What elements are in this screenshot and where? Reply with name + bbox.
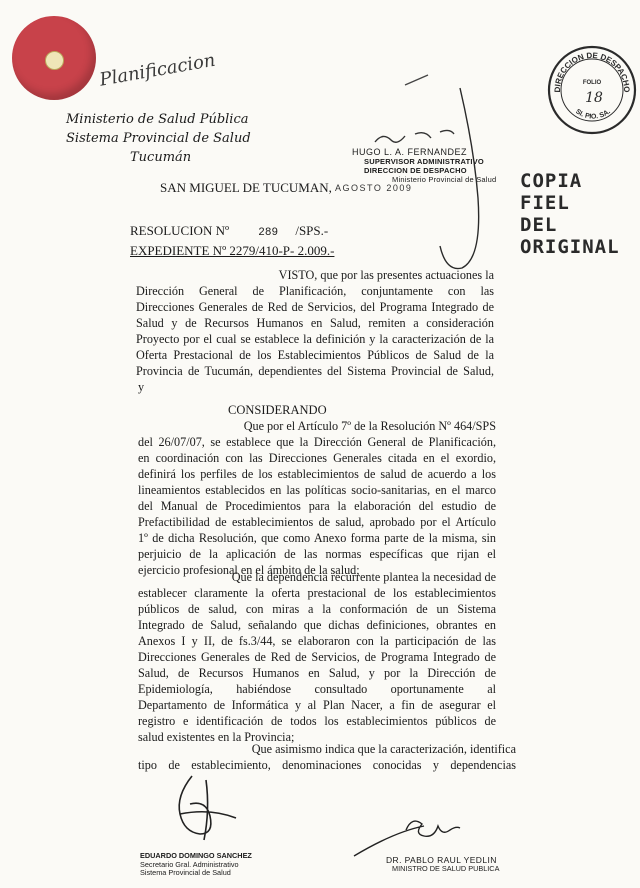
- punch-hole: [45, 51, 64, 70]
- folio-label: FOLIO: [582, 80, 602, 86]
- left-signature: [140, 770, 250, 850]
- considerando-line: registro e identificación de todos los establecimientos públicos de: [138, 714, 496, 728]
- resolution-line: [130, 222, 334, 242]
- stamp-bottom-text: SI. PIO. SA.: [574, 108, 612, 121]
- stamp-name: HUGO L. A. FERNANDEZ: [352, 147, 468, 157]
- resolution-block: [130, 222, 334, 259]
- considerando-line: Que asimismo indica que la caracterización, identifica: [251, 742, 516, 756]
- resolution-label: RESOLUCION Nº: [130, 223, 230, 238]
- considerando-line: perjuicio de la aplicación de las normas específicas que rijan el: [138, 547, 496, 561]
- right-signature-block: [386, 856, 499, 873]
- considerando-line: lineamientos establecidos en las políticas socio-sanitarias, en el marco: [138, 483, 496, 497]
- ministry-heading: [66, 110, 251, 167]
- considerando-line: 1º de dicha Resolución, que como Anexo forma parte de la misma, sin: [138, 531, 496, 545]
- considerando-line: del 26/07/07, se establece que la Dirección General de Planificación,: [138, 435, 496, 449]
- stamp-ring-text: DIRECCION DE DESPACHO: [552, 50, 632, 93]
- visto-line: Dirección General de Planificación, conjuntamente con las: [136, 284, 494, 298]
- visto-line: Salud y de Recursos Humanos en Salud, remiten a consideración: [136, 316, 494, 330]
- left-signature-block: [140, 852, 252, 878]
- visto-line: Oferta Prestacional de los Establecimientos Públicos de Salud de la: [136, 348, 494, 362]
- considerando-line: ejercicio profesional en el ámbito de la salud;: [138, 563, 360, 577]
- visto-y: y: [138, 380, 145, 394]
- copia-fiel-stamp: [520, 170, 640, 258]
- considerando-line: salud existentes en la Provincia;: [138, 730, 295, 744]
- handwritten-note: Planificacion: [98, 49, 217, 91]
- right-signer-role-1: MINISTRO DE SALUD PUBLICA: [392, 863, 500, 873]
- considerando-line: en coordinación con las Direcciones Generales citada en el exordio,: [138, 451, 496, 465]
- red-sticker: [12, 16, 96, 100]
- resolution-number: 289: [258, 227, 279, 239]
- visto-line: Direcciones Generales de Red de Servicios, del Programa Integrado de: [136, 300, 494, 314]
- considerando-line: Direcciones Generales de Red de Servicios, de Programa Integrado de: [138, 650, 496, 664]
- place-label: SAN MIGUEL DE TUCUMAN,: [160, 180, 332, 195]
- considerando-line: establecer claramente la oferta prestacional de los establecimientos: [138, 586, 496, 600]
- left-signer-name: EDUARDO DOMINGO SANCHEZ: [140, 851, 252, 860]
- considerando-line: Que por el Artículo 7º de la Resolución Nº 464/SPS: [243, 419, 496, 433]
- date-stamp: AGOSTO 2009: [335, 183, 413, 193]
- expediente: EXPEDIENTE Nº 2279/410-P- 2.009.-: [130, 243, 335, 258]
- considerando-line: Anexos I y II, de fs.3/44, se elaboraron con la participación de las: [138, 634, 496, 648]
- considerando-line: Epidemiología, habiéndose consultado oportunamente al: [138, 682, 496, 696]
- stamp-role-2: DIRECCION DE DESPACHO: [364, 166, 467, 175]
- stamp-role-3: Ministerio Provincial de Salud: [392, 175, 497, 184]
- visto-line: Provincia de Tucumán, dependientes del Sistema Provincial de Salud,: [136, 364, 494, 378]
- considerando-paragraph-3: [138, 741, 516, 773]
- visto-line: VISTO, que por las presentes actuaciones la: [278, 268, 494, 282]
- resolution-suffix: /SPS.-: [295, 223, 329, 238]
- visto-line: Proyecto por el cual se establece la definición y la caracterización de la: [136, 332, 494, 346]
- right-signer-name: DR. PABLO RAUL YEDLIN: [386, 855, 497, 865]
- left-signer-role-2: Sistema Provincial de Salud: [140, 868, 231, 877]
- handwriting-scribbles: [330, 60, 530, 270]
- left-signer-role-1: Secretario Gral. Administrativo: [140, 859, 239, 869]
- considerando-line: del Manual de Procedimientos para la elaboración del estudio de: [138, 499, 496, 513]
- round-stamp: [546, 44, 638, 136]
- considerando-line: Prefactibilidad de establecimientos de salud, aprobado por el Artículo: [138, 515, 496, 529]
- place-date: [160, 180, 332, 196]
- ministry-line-1: Ministerio de Salud Pública: [66, 112, 249, 127]
- visto-paragraph: [136, 267, 494, 395]
- copia-line-1: COPIA FIEL: [520, 170, 583, 214]
- considerando-paragraph-2: [138, 569, 496, 745]
- considerando-line: definirá los perfiles de los establecimientos de salud de acuerdo a los: [138, 467, 496, 481]
- stamp-role-1: SUPERVISOR ADMINISTRATIVO: [364, 157, 484, 166]
- considerando-line: tipo de establecimiento, denominaciones conocidas y dependencias: [138, 758, 516, 772]
- considerando-line: Integrado de Salud, señalando que dichas definiciones, obrantes en: [138, 618, 496, 632]
- folio-number: 18: [585, 90, 603, 106]
- considerando-line: Que la dependencia recurrente plantea la necesidad de: [231, 570, 496, 584]
- considerando-line: Salud, de Recursos Humanos en Salud, y por la Dirección de: [138, 666, 496, 680]
- considerando-line: públicos de salud, con miras a la conformación de un Sistema: [138, 602, 496, 616]
- ministry-line-3: Tucumán: [130, 150, 192, 165]
- copia-line-2: DEL ORIGINAL: [520, 214, 620, 258]
- considerando-title: CONSIDERANDO: [228, 403, 327, 417]
- considerando-paragraph-1: [138, 418, 496, 578]
- considerando-line: Departamento de Informática y al Plan Nacer, a fin de asegurar el: [138, 698, 496, 712]
- ministry-line-2: Sistema Provincial de Salud: [66, 131, 251, 146]
